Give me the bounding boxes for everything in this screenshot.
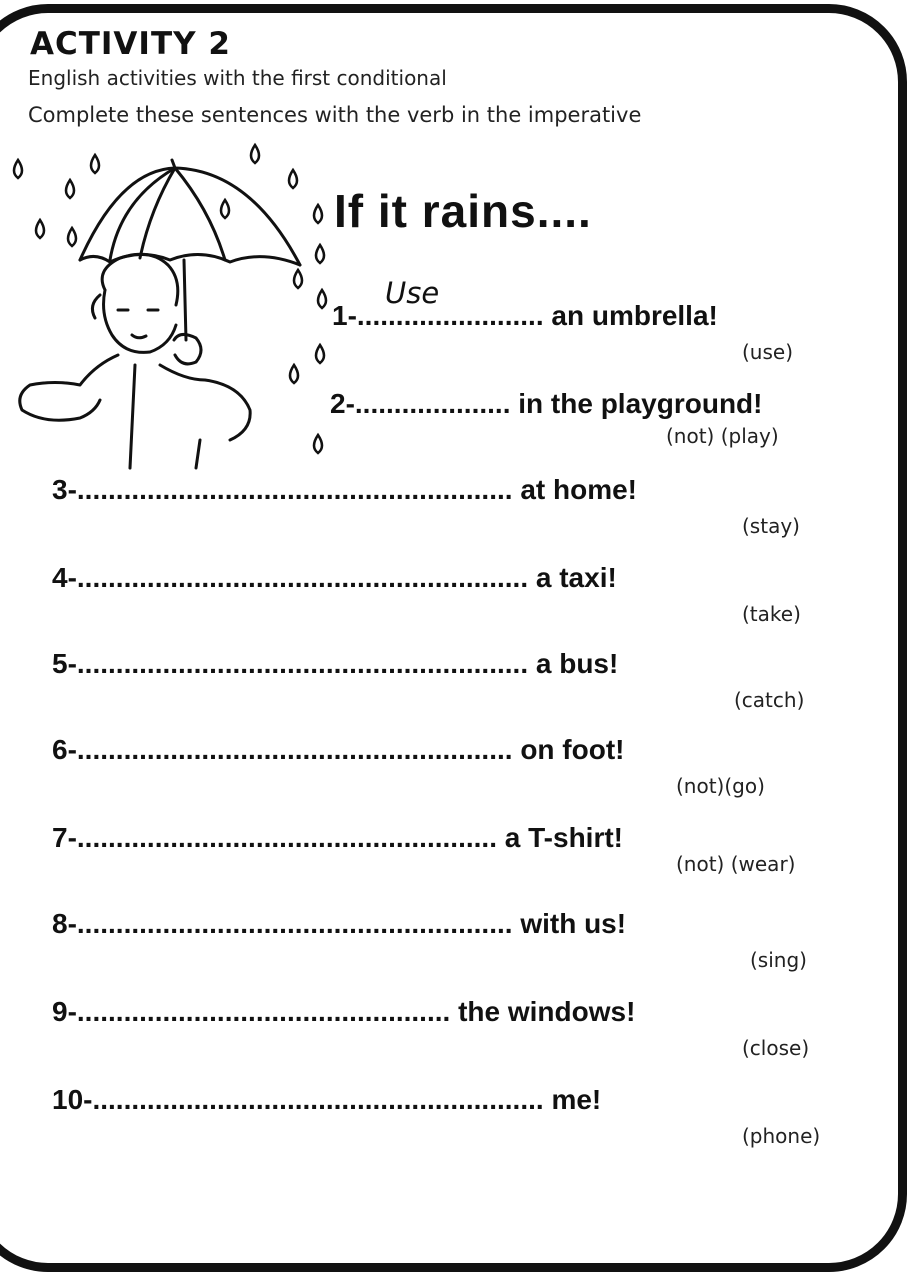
section-heading: If it rains....: [334, 185, 592, 237]
activity-title: ACTIVITY 2: [30, 26, 231, 62]
exercise-9-line[interactable]: 9-................................................ the windows!: [52, 996, 636, 1027]
exercise-6-hint: (not)(go): [676, 774, 765, 798]
exercise-5-hint: (catch): [734, 688, 805, 712]
activity-instructions: Complete these sentences with the verb in the imperative: [28, 103, 642, 127]
exercise-2-hint: (not) (play): [666, 424, 779, 448]
exercise-5-line[interactable]: 5-.......................................................... a bus!: [52, 648, 619, 679]
handwritten-answer: Use: [385, 276, 440, 310]
exercise-1-line[interactable]: 1-........................ an umbrella!: [332, 300, 718, 331]
exercise-6-line[interactable]: 6-........................................................ on foot!: [52, 734, 625, 765]
exercise-2-line[interactable]: 2-.................... in the playground!: [330, 388, 763, 419]
activity-subtitle: English activities with the first conditional: [28, 66, 447, 90]
exercise-1-hint: (use): [742, 340, 794, 364]
exercise-7-line[interactable]: 7-...................................................... a T-shirt!: [52, 822, 623, 853]
exercise-3-line[interactable]: 3-........................................................ at home!: [52, 474, 637, 505]
exercise-8-line[interactable]: 8-........................................................ with us!: [52, 908, 627, 939]
exercise-9-hint: (close): [742, 1036, 810, 1060]
girl-with-umbrella-in-rain-icon: [0, 140, 340, 470]
exercise-10-hint: (phone): [742, 1124, 821, 1148]
exercise-10-line[interactable]: 10-.......................................................... me!: [52, 1084, 602, 1115]
exercise-8-hint: (sing): [750, 948, 807, 972]
exercise-3-hint: (stay): [742, 514, 800, 538]
exercise-4-hint: (take): [742, 602, 801, 626]
exercise-7-hint: (not) (wear): [676, 852, 796, 876]
exercise-4-line[interactable]: 4-.......................................................... a taxi!: [52, 562, 617, 593]
